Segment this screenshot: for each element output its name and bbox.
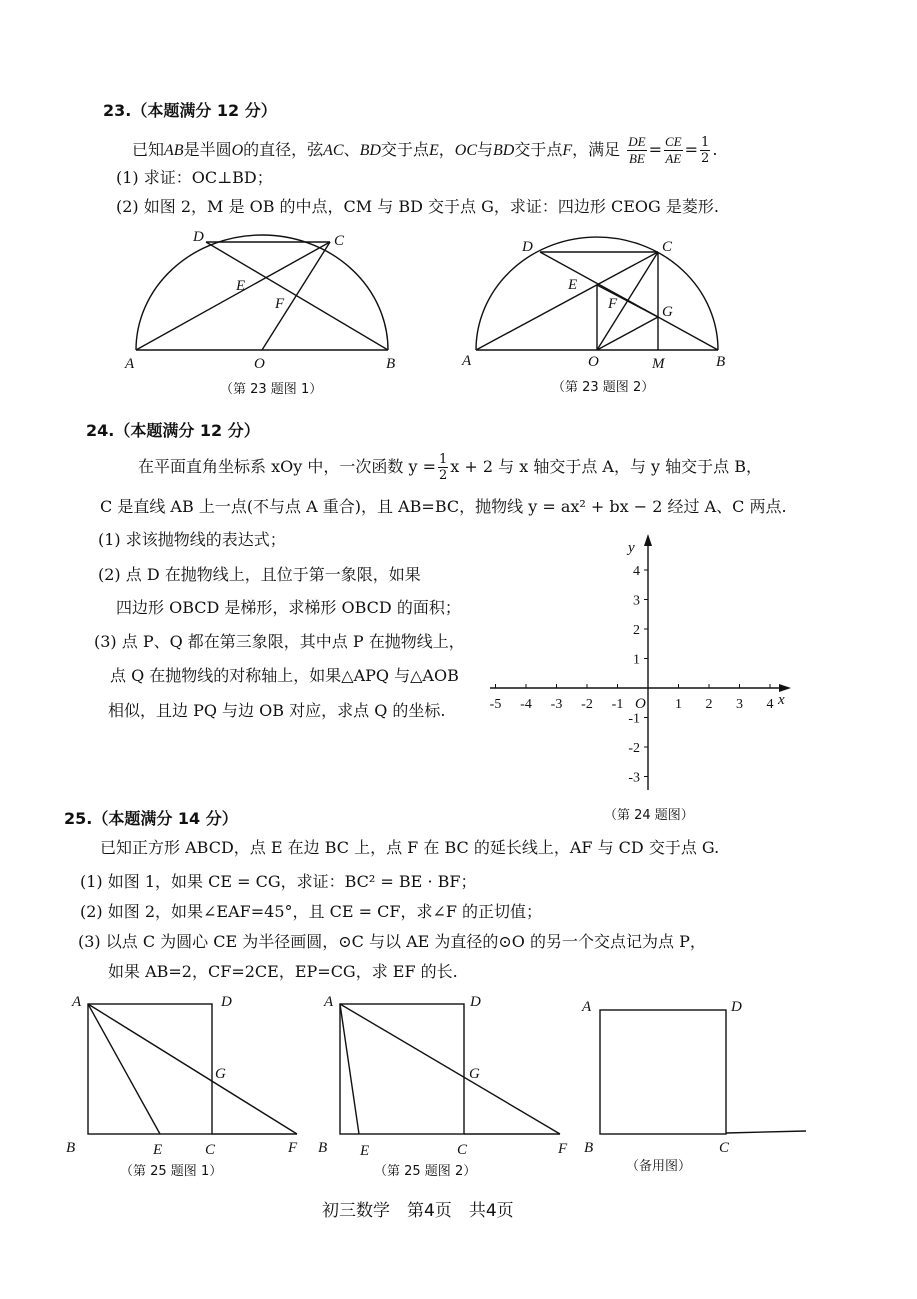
label-D: D xyxy=(193,229,204,245)
segment-ae xyxy=(88,1004,160,1134)
q23-figure-1 xyxy=(120,228,410,378)
origin-label: O xyxy=(635,696,646,712)
fraction-ce-ae: $\frac{CE}{AE}$ xyxy=(665,134,682,166)
q23-part2: (2) 如图 2，M 是 OB 的中点，CM 与 BD 交于点 G，求证：四边形 CEOG 是菱形. xyxy=(116,197,719,216)
label-F: F xyxy=(275,296,285,312)
y-axis-label: y xyxy=(628,540,635,556)
label-C: C xyxy=(719,1140,730,1156)
y-tick-label: -2 xyxy=(628,741,640,756)
q24-caption: （第 24 题图） xyxy=(604,808,694,823)
q23-stem: 已知AB是半圆O的直径，弦AC、BD交于点E，OC与BD交于点F，满足 $\frac{DE}{BE}$ = $\frac{CE}{AE}$ = $\frac{1}{2}$ . xyxy=(132,134,718,166)
label-G: G xyxy=(662,304,673,320)
q25-figure-2 xyxy=(314,990,574,1160)
q25-stem: 已知正方形 ABCD，点 E 在边 BC 上，点 F 在 BC 的延长线上，AF 与 CD 交于点 G. xyxy=(100,838,720,857)
q24-coordinate-axes xyxy=(480,530,800,810)
q25-heading: 25.（本题满分 14 分） xyxy=(64,809,238,828)
segment-ae xyxy=(340,1004,359,1134)
q25-fig1-caption: （第 25 题图 1） xyxy=(120,1164,223,1179)
q24-line2: C 是直线 AB 上一点(不与点 A 重合)，且 AB=BC，抛物线 y = ax² + bx − 2 经过 A、C 两点. xyxy=(100,497,787,516)
fraction-one-half: $\frac{1}{2}$ xyxy=(438,452,448,483)
label-A: A xyxy=(125,356,135,372)
label-D: D xyxy=(221,994,232,1010)
x-tick-label: 3 xyxy=(736,697,743,712)
label-A: A xyxy=(324,994,334,1010)
label-D: D xyxy=(522,239,533,255)
q23-fig2-caption: （第 23 题图 2） xyxy=(552,380,655,395)
label-A: A xyxy=(462,353,472,369)
q24-part2-b: 四边形 OBCD 是梯形，求梯形 OBCD 的面积； xyxy=(116,598,461,617)
q24-line1: 在平面直角坐标系 xOy 中，一次函数 y = $\frac{1}{2}$ x + 2 与 x 轴交于点 A，与 y 轴交于点 B， xyxy=(138,452,763,483)
square-abcd xyxy=(600,1010,726,1134)
label-B: B xyxy=(318,1140,328,1156)
label-O: O xyxy=(254,356,265,372)
square-abcd xyxy=(340,1004,464,1134)
label-A: A xyxy=(582,999,592,1015)
label-C: C xyxy=(205,1142,216,1158)
x-tick-label: 4 xyxy=(766,697,774,712)
label-F: F xyxy=(608,296,618,312)
q25-part3-b: 如果 AB=2，CF=2CE，EP=CG，求 EF 的长. xyxy=(108,962,458,981)
label-F: F xyxy=(558,1141,568,1157)
q25-fig2-caption: （第 25 题图 2） xyxy=(374,1164,477,1179)
label-C: C xyxy=(457,1142,468,1158)
x-axis-arrow xyxy=(779,684,791,692)
x-tick-label: 1 xyxy=(675,697,682,712)
y-tick-label: 4 xyxy=(633,564,640,579)
q23-fig1-caption: （第 23 题图 1） xyxy=(220,382,323,397)
label-C: C xyxy=(662,239,673,255)
label-C: C xyxy=(334,233,345,249)
label-F: F xyxy=(288,1140,298,1156)
x-tick-label: 2 xyxy=(705,697,713,712)
label-E: E xyxy=(360,1143,370,1159)
segment-af xyxy=(88,1004,297,1134)
y-tick-label: -3 xyxy=(628,770,640,786)
segment-oc xyxy=(262,242,330,350)
label-D: D xyxy=(731,999,742,1015)
y-tick-label: 3 xyxy=(633,593,640,609)
y-tick-label: -1 xyxy=(628,711,640,727)
x-tick-label: -1 xyxy=(611,697,624,712)
q25-fig3-caption: （备用图） xyxy=(626,1159,692,1174)
segment-eg xyxy=(597,285,658,317)
q25-spare-figure xyxy=(574,990,814,1160)
label-B: B xyxy=(584,1140,594,1156)
q24-part2-a: (2) 点 D 在抛物线上，且位于第一象限，如果 xyxy=(98,565,421,584)
semicircle-arc xyxy=(136,235,388,350)
label-E: E xyxy=(153,1142,163,1158)
extension-line xyxy=(726,1131,806,1133)
label-B: B xyxy=(716,354,726,370)
q24-part1: (1) 求该抛物线的表达式； xyxy=(98,530,286,549)
x-tick-label: -3 xyxy=(550,697,563,712)
x-tick-label: -2 xyxy=(581,697,593,712)
q23-figure-2 xyxy=(456,228,746,378)
label-E: E xyxy=(236,278,246,294)
x-tick-label: -5 xyxy=(489,697,502,712)
label-O: O xyxy=(588,354,599,370)
q24-part3-c: 相似，且边 PQ 与边 OB 对应，求点 Q 的坐标. xyxy=(108,701,446,720)
label-B: B xyxy=(66,1140,76,1156)
q24-part3-b: 点 Q 在抛物线的对称轴上，如果△APQ 与△AOB xyxy=(110,666,459,685)
q25-part1: (1) 如图 1，如果 CE = CG，求证：BC² = BE · BF； xyxy=(80,872,477,891)
label-A: A xyxy=(72,994,82,1010)
page-footer: 初三数学 第4页 共4页 xyxy=(322,1201,514,1221)
label-G: G xyxy=(469,1066,480,1082)
label-E: E xyxy=(568,277,578,293)
q23-heading: 23.（本题满分 12 分） xyxy=(103,101,277,120)
q25-figure-1 xyxy=(64,990,314,1160)
q25-part2: (2) 如图 2，如果∠EAF=45°，且 CE = CF，求∠F 的正切值； xyxy=(80,902,543,921)
label-B: B xyxy=(386,356,396,372)
label-G: G xyxy=(215,1066,226,1082)
q25-part3-a: (3) 以点 C 为圆心 CE 为半径画圆，⊙C 与以 AE 为直径的⊙O 的另一个交点记为点 P， xyxy=(78,932,706,951)
label-M: M xyxy=(652,356,665,372)
y-axis-arrow xyxy=(644,534,652,546)
label-D: D xyxy=(470,994,481,1010)
segment-af xyxy=(340,1004,560,1134)
q24-part3-a: (3) 点 P、Q 都在第三象限，其中点 P 在抛物线上， xyxy=(94,632,465,651)
x-axis-label: x xyxy=(778,692,785,708)
q24-heading: 24.（本题满分 12 分） xyxy=(86,421,260,440)
y-tick-label: 2 xyxy=(633,623,640,638)
y-tick-label: 1 xyxy=(633,652,640,668)
q23-part1: (1) 求证：OC⊥BD； xyxy=(116,168,273,187)
fraction-one-half: $\frac{1}{2}$ xyxy=(701,135,710,166)
x-tick-label: -4 xyxy=(520,697,532,712)
fraction-de-be: $\frac{DE}{BE}$ xyxy=(628,134,646,166)
segment-og xyxy=(597,317,658,350)
